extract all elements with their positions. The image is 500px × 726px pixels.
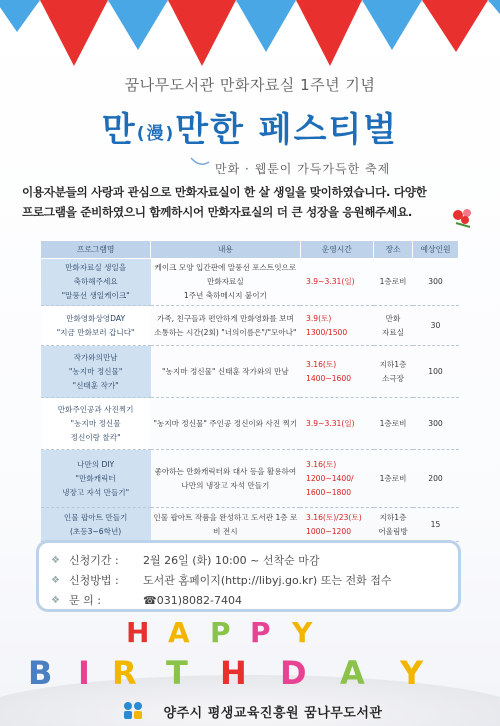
info-label: 문 의 : (69, 594, 101, 607)
place-line: 만화 (385, 313, 401, 323)
content-line: "농지마 정신물" 신태훈 작가와의 만남 (162, 366, 289, 376)
footer (0, 696, 500, 726)
program-name-line: 인물 팝아트 만들기 (63, 512, 128, 522)
content-cell (151, 508, 300, 542)
info-value: 도서관 홈페이지(http://libyj.go.kr) 또는 전화 접수 (143, 574, 392, 587)
program-name-line: "신태훈 작가" (72, 380, 119, 390)
program-name-line: 작가와의만남 (73, 352, 118, 362)
bunting-decoration (0, 0, 500, 80)
candle-letter: A (168, 616, 190, 649)
program-name-cell (41, 450, 151, 508)
count-cell: 300 (413, 259, 459, 306)
table-row (41, 508, 459, 542)
candle-letter: H (126, 616, 150, 649)
time-line: 3.9~3.31(일) (306, 418, 355, 428)
program-name-line: 축하해주세요 (73, 277, 118, 286)
content-line: 가족, 친구들과 편안하게 만화영화를 보며 (156, 313, 294, 323)
diamond-bullet-icon: ❖ (51, 574, 60, 586)
candle-letter: T (166, 654, 188, 692)
content-line: 1주년 축하메시지 붙이기 (183, 291, 267, 300)
candle-letter: R (112, 654, 137, 692)
program-table (40, 240, 459, 542)
candle-letter: A (340, 654, 365, 692)
content-line: 좋아하는 만화캐릭터와 대사 등을 활용하여 (154, 466, 297, 476)
time-line: 3.9(토) (306, 313, 332, 323)
table-row (41, 306, 459, 346)
program-name-line: 만화영화상영DAY (66, 313, 126, 323)
program-name-cell (41, 398, 151, 450)
time-cell (300, 306, 373, 346)
place-cell (374, 398, 413, 450)
organization-name: 양주시 평생교육진흥원 꿈나무도서관 (163, 705, 383, 721)
count-cell: 300 (413, 398, 459, 450)
diamond-bullet-icon: ❖ (51, 594, 60, 606)
time-cell (300, 450, 373, 508)
flower-icon (448, 205, 478, 229)
place-cell (374, 346, 413, 398)
diamond-bullet-icon: ❖ (51, 554, 60, 566)
place-line: 지하1층 (379, 512, 407, 522)
event-title (0, 102, 500, 151)
content-cell (151, 346, 300, 398)
title-hanja: (漫) (136, 124, 176, 144)
place-line: 1층로비 (379, 418, 407, 428)
time-line: 1600~1800 (306, 487, 352, 497)
program-name-line: 만화주인공과 사진찍기 (57, 404, 134, 414)
content-cell (151, 306, 300, 346)
count-cell: 200 (413, 450, 459, 508)
place-cell (374, 508, 413, 542)
info-row-period (51, 550, 446, 570)
place-line: 1층로비 (379, 277, 407, 286)
info-label: 신청기간 : (69, 554, 119, 567)
intro-text (22, 182, 480, 222)
program-name-cell (41, 259, 151, 306)
program-name-line: "만화캐릭터 (75, 473, 116, 483)
happy-birthday-candles (0, 612, 500, 696)
col-header-content: 내용 (151, 241, 300, 259)
time-line: 1200~1400/ (306, 473, 354, 483)
place-cell (374, 450, 413, 508)
application-info-box (36, 540, 461, 612)
time-line: 1300/1500 (306, 327, 348, 337)
place-cell (374, 259, 413, 306)
time-cell (300, 259, 373, 306)
count-cell: 100 (413, 346, 459, 398)
program-name-line: "농지마 정신물 (70, 418, 121, 428)
place-line: 지하1층 (379, 359, 407, 369)
place-line: 어울림방 (378, 526, 408, 536)
time-line: 1000~1200 (306, 526, 352, 536)
program-name-line: 정신이랑 찰칵" (70, 432, 121, 442)
count-cell: 15 (413, 508, 459, 542)
time-cell (300, 346, 373, 398)
col-header-count: 예상인원 (413, 241, 459, 259)
program-name-cell (41, 346, 151, 398)
intro-line: 이용자분들의 사랑과 관심으로 만화자료실이 한 살 생일을 맞이하였습니다. 다양한 (22, 185, 427, 199)
title-part-1: 만 (101, 110, 137, 150)
time-line: 3.16(토) (306, 359, 337, 369)
col-header-place: 장소 (374, 241, 413, 259)
program-name-line: "지금 만화보러 갑니다" (56, 327, 135, 337)
place-line: 자료실 (382, 327, 405, 337)
content-line: "농지마 정신물" 주인공 정신이와 사진 찍기 (153, 418, 298, 428)
event-subtitle: 꿈나무도서관 만화자료실 1주년 기념 (124, 76, 376, 94)
candle-letter: P (210, 616, 231, 649)
place-line: 1층로비 (379, 473, 407, 483)
table-row (41, 398, 459, 450)
program-name-cell (41, 508, 151, 542)
content-line: 케이크 모양 입간판에 말풍선 포스트잇으로 만화자료실 (154, 263, 297, 286)
info-value: ☎031)8082-7404 (143, 593, 242, 607)
place-cell (374, 306, 413, 346)
info-label: 신청방법 : (69, 574, 119, 587)
content-line: 나만의 냉장고 자석 만들기 (181, 480, 270, 490)
info-value: 2월 26일 (화) 10:00 ~ 선착순 마감 (143, 554, 320, 567)
event-tagline: 만화 · 웹툰이 가득가득한 축제 (215, 162, 391, 176)
col-header-program: 프로그램명 (41, 241, 151, 259)
place-line: 소극장 (382, 373, 405, 383)
program-name-line: (초등3~6학년) (69, 526, 122, 536)
title-part-2: 만한 페스티벌 (175, 110, 399, 150)
content-line: 소통하는 시간(2회) "너의이름은"/"모아나" (154, 327, 297, 337)
time-line: 3.16(토)/23(토) (306, 512, 362, 522)
candle-letter: P (250, 616, 271, 649)
program-name-line: "농지마 정신물" (68, 366, 123, 376)
col-header-time: 운영시간 (300, 241, 373, 259)
candle-letter: B (28, 654, 53, 692)
candle-letter: Y (292, 616, 313, 649)
library-logo-icon (118, 699, 150, 723)
program-name-line: 나만의 DIY (77, 459, 115, 469)
content-cell (151, 450, 300, 508)
time-line: 3.16(토) (306, 459, 337, 469)
tagline-bubble-icon (190, 156, 210, 168)
time-line: 1400~1600 (306, 373, 352, 383)
info-row-method (51, 570, 446, 590)
table-row (41, 450, 459, 508)
candle-letter: H (220, 654, 247, 692)
table-row (41, 346, 459, 398)
content-cell (151, 259, 300, 306)
time-cell (300, 398, 373, 450)
content-line: 인물 팝아트 작품을 완성하고 도서관 1층 로비 전시 (153, 512, 298, 536)
program-name-line: 냉장고 자석 만들기" (62, 487, 130, 497)
program-name-cell (41, 306, 151, 346)
candle-letter: D (280, 654, 307, 692)
candle-letter: Y (400, 654, 424, 692)
time-cell (300, 508, 373, 542)
count-cell: 30 (413, 306, 459, 346)
program-name-line: "말풍선 생일케이크" (61, 291, 130, 300)
table-row (41, 259, 459, 306)
content-cell (151, 398, 300, 450)
candle-letter: I (78, 654, 90, 692)
program-name-line: 만화자료실 생일을 (65, 263, 127, 272)
time-line: 3.9~3.31(일) (306, 277, 355, 286)
info-row-contact (51, 590, 446, 610)
intro-line: 프로그램을 준비하였으니 함께하시어 만화자료실의 더 큰 성장을 응원해주세요. (22, 205, 412, 219)
